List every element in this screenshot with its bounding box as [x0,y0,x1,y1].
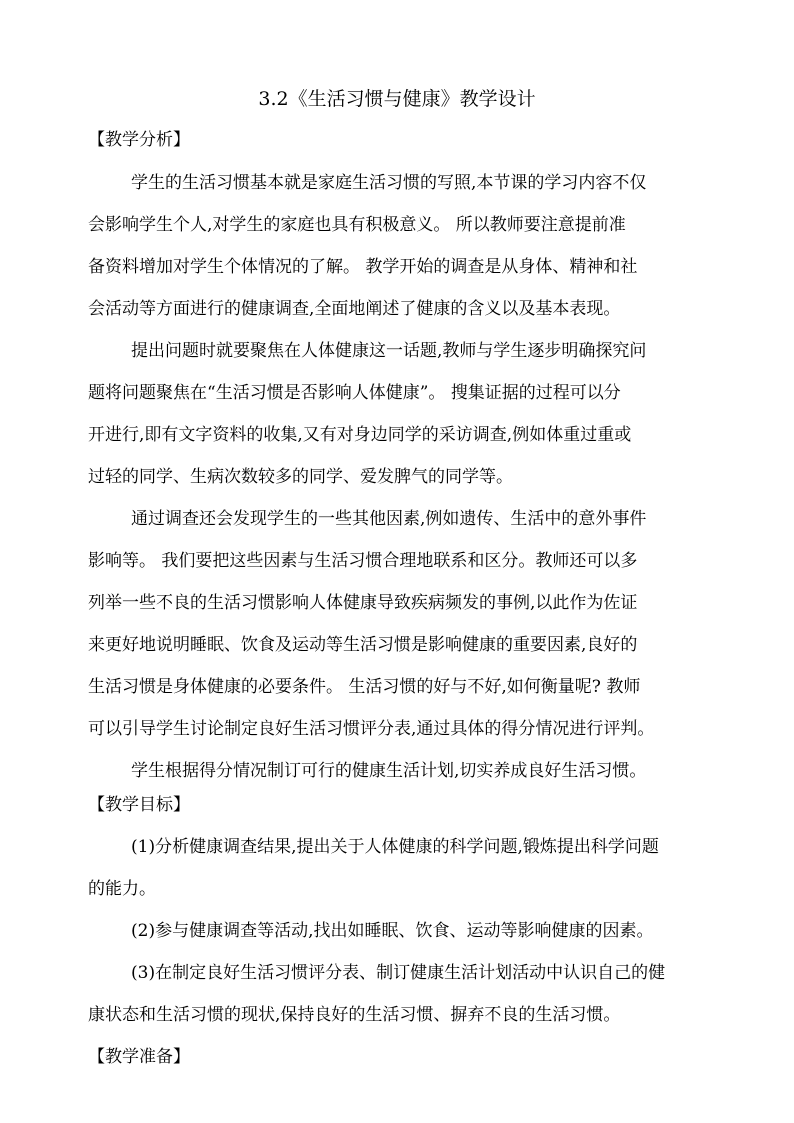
analysis-p2-line-2: 题将问题聚焦在“生活习惯是否影响人体健康”。 搜集证据的过程可以分 [88,383,621,403]
analysis-p2-line-4: 过轻的同学、生病次数较多的同学、爱发脾气的同学等。 [88,467,513,487]
objective-1-line-2: 的能力。 [88,879,156,899]
analysis-p3-line-4: 来更好地说明睡眠、饮食及运动等生活习惯是影响健康的重要因素,良好的 [88,635,638,655]
section-heading-objectives: 【教学目标】 [88,795,190,815]
section-heading-analysis: 【教学分析】 [88,130,190,150]
analysis-p3-line-1: 通过调查还会发现学生的一些其他因素,例如遗传、生活中的意外事件 [131,509,647,529]
analysis-p4-line-1: 学生根据得分情况制订可行的健康生活计划,切实养成良好生活习惯。 [131,761,647,781]
objective-3-line-1: (3)在制定良好生活习惯评分表、制订健康生活计划活动中认识自己的健 [131,963,666,983]
analysis-p1-line-3: 备资料增加对学生个体情况的了解。 教学开始的调查是从身体、精神和社 [88,257,638,277]
analysis-p1-line-1: 学生的生活习惯基本就是家庭生活习惯的写照,本节课的学习内容不仅 [131,173,647,193]
analysis-p1-line-2: 会影响学生个人,对学生的家庭也具有积极意义。 所以教师要注意提前准 [88,215,626,235]
analysis-p3-line-3: 列举一些不良的生活习惯影响人体健康导致疾病频发的事例,以此作为佐证 [88,593,638,613]
analysis-p3-line-2: 影响等。 我们要把这些因素与生活习惯合理地联系和区分。教师还可以多 [88,551,638,571]
objective-3-line-2: 康状态和生活习惯的现状,保持良好的生活习惯、摒弃不良的生活习惯。 [88,1005,621,1025]
analysis-p1-line-4: 会活动等方面进行的健康调查,全面地阐述了健康的含义以及基本表现。 [88,299,621,319]
analysis-p3-line-6: 可以引导学生讨论制定良好生活习惯评分表,通过具体的得分情况进行评判。 [88,719,655,739]
document-title: 3.2《生活习惯与健康》教学设计 [258,88,536,110]
analysis-p2-line-1: 提出问题时就要聚焦在人体健康这一话题,教师与学生逐步明确探究问 [131,341,647,361]
objective-2-line-1: (2)参与健康调查等活动,找出如睡眠、饮食、运动等影响健康的因素。 [131,921,654,941]
analysis-p2-line-3: 开进行,即有文字资料的收集,又有对身边同学的采访调查,例如体重过重或 [88,425,632,445]
analysis-p3-line-5: 生活习惯是身体健康的必要条件。 生活习惯的好与不好,如何衡量呢? 教师 [88,677,641,697]
section-heading-preparation: 【教学准备】 [88,1047,190,1067]
objective-1-line-1: (1)分析健康调查结果,提出关于人体健康的科学问题,锻炼提出科学问题 [131,837,659,857]
